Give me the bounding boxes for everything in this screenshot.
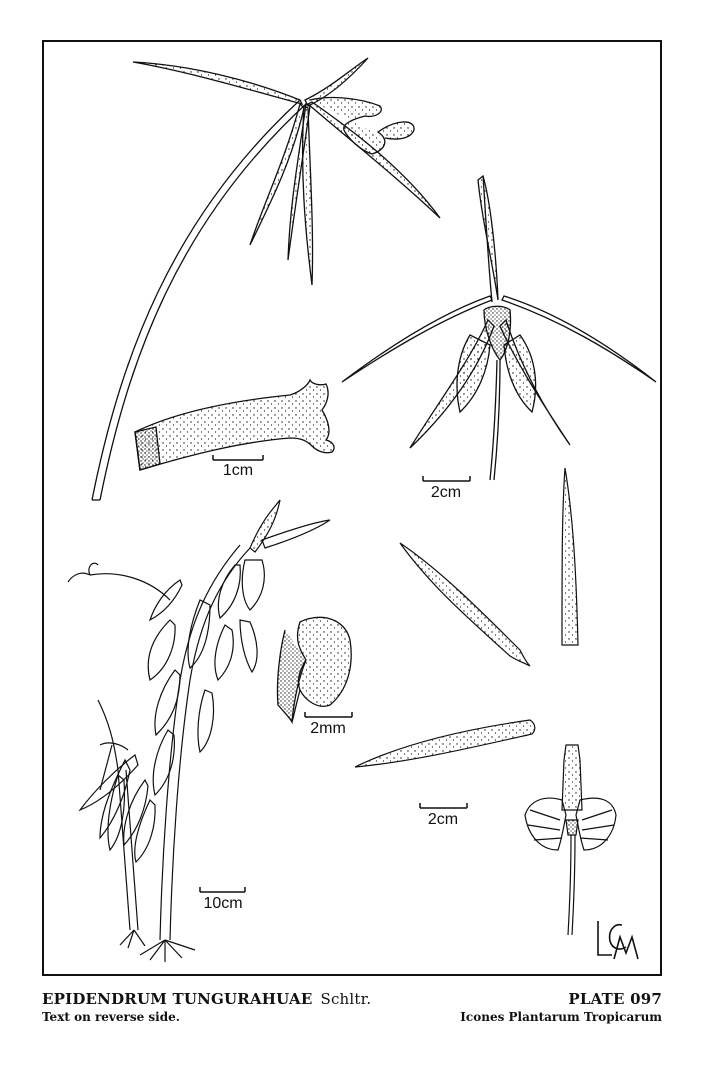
plate-footer	[42, 990, 662, 1024]
column-side-detail	[135, 380, 334, 470]
species-author: Schltr.	[320, 990, 372, 1008]
reverse-note: Text on reverse side.	[42, 1010, 180, 1024]
plate-number: PLATE 097	[568, 990, 662, 1008]
title-line	[42, 990, 662, 1008]
scale-label-10cm: 10cm	[203, 895, 243, 912]
scientific-name: EPIDENDRUM TUNGURAHUAE	[42, 990, 313, 1008]
scale-label-2cm-bottom: 2cm	[427, 811, 459, 828]
scale-bar-2cm-bottom	[420, 803, 467, 808]
flower-front-view	[342, 176, 656, 480]
scale-label-1cm: 1cm	[222, 462, 254, 479]
lip-detail	[525, 745, 616, 935]
sub-line	[42, 1010, 662, 1024]
series-name: Icones Plantarum Tropicarum	[460, 1010, 662, 1024]
scale-bar-1cm	[213, 455, 263, 460]
scale-label-2mm: 2mm	[310, 720, 346, 737]
scale-bar-10cm	[200, 887, 245, 892]
scale-bar-2mm	[305, 712, 352, 717]
detached-parts	[355, 468, 578, 767]
column-detail	[277, 617, 351, 722]
scale-bar-2cm-top	[423, 476, 470, 481]
species-title	[42, 990, 371, 1008]
plant-habit	[68, 500, 330, 962]
artist-initials-monogram	[592, 915, 642, 965]
scale-label-2cm-top: 2cm	[430, 484, 462, 501]
